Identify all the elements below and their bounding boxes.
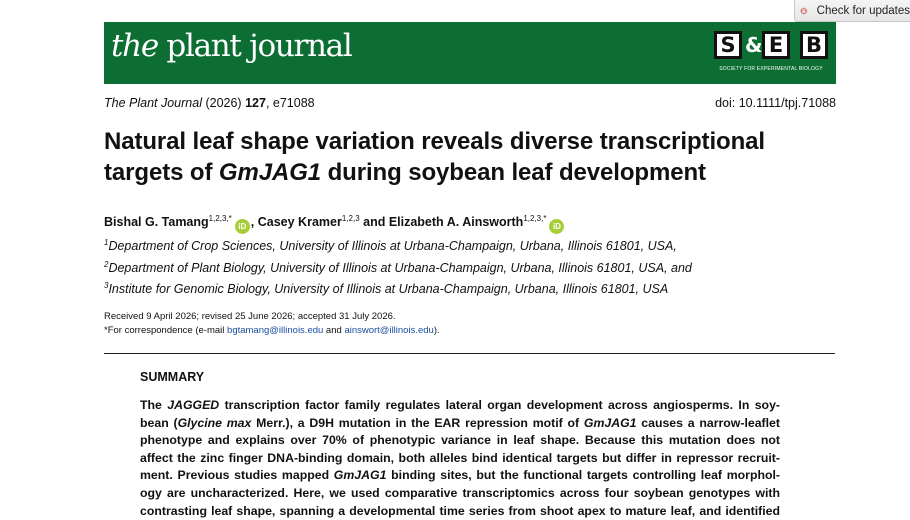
summary-run-italic: JAGGED bbox=[167, 398, 220, 412]
correspondence bbox=[104, 324, 440, 338]
section-divider bbox=[104, 353, 835, 354]
article-history bbox=[104, 310, 440, 338]
author-name[interactable]: Casey Kramer bbox=[257, 215, 342, 230]
summary-run: The bbox=[140, 398, 168, 412]
affiliation bbox=[104, 234, 692, 256]
summary-run-italic: Glycine max bbox=[177, 415, 252, 430]
author-affil-sup: 1,2,3,* bbox=[208, 214, 232, 223]
logo-plant-journal: plant journal bbox=[157, 28, 352, 64]
author-name[interactable]: Bishal G. Tamang bbox=[104, 215, 209, 230]
title-line-1: Natural leaf shape variation reveals diverse transcriptional bbox=[104, 128, 765, 155]
summary-line bbox=[140, 467, 780, 485]
logo-the: the bbox=[111, 28, 158, 64]
author-name[interactable]: Elizabeth A. Ainsworth bbox=[388, 215, 524, 230]
seb-subtitle: SOCIETY FOR EXPERIMENTAL BIOLOGY bbox=[719, 66, 823, 72]
summary-run: binding sites, but the functional targets controlling leaf morphol- bbox=[386, 468, 780, 483]
summary-run: Merr.), a D9H mutation in the EAR repression motif of bbox=[251, 415, 584, 430]
affiliation-number: 2 bbox=[104, 259, 109, 269]
correspondence-prefix: *For correspondence (e-mail bbox=[104, 325, 228, 336]
summary-line: phenotype and explains over 70% of phenotypic variance in leaf shape. Because this mutation does not bbox=[140, 433, 780, 448]
citation-year: (2026) bbox=[201, 96, 246, 110]
citation-line bbox=[104, 96, 315, 110]
summary-line bbox=[140, 415, 780, 433]
seb-letter-s: S bbox=[714, 31, 742, 59]
title-line-2-post: during soybean leaf development bbox=[321, 159, 706, 186]
summary-text bbox=[140, 397, 780, 520]
summary-line: ogy are uncharacterized. Here, we used comparative transcriptomics across four soybean genotypes with bbox=[140, 485, 780, 500]
title-gene: GmJAG1 bbox=[218, 159, 322, 186]
article-title bbox=[104, 126, 834, 188]
orcid-icon[interactable]: iD bbox=[235, 219, 250, 234]
affiliation-text: Institute for Genomic Biology, University of Illinois at Urbana-Champaign, Urbana, Illinois 61801, USA bbox=[108, 282, 669, 297]
author-affil-sup: 1,2,3,* bbox=[523, 214, 547, 223]
affiliation-number: 3 bbox=[104, 281, 109, 291]
seb-letter-b: B bbox=[800, 31, 828, 59]
summary-line: affect the zinc finger DNA-binding domain, both alleles bind identical targets but differ in repressor recruit- bbox=[140, 450, 780, 465]
author-separator: and bbox=[359, 215, 389, 230]
received-dates: Received 9 April 2026; revised 25 June 2026; accepted 31 July 2026. bbox=[104, 311, 396, 322]
summary-line: contrasting leaf shape, spanning a developmental time series from shoot apex to mature leaf, and identified bbox=[140, 503, 780, 518]
summary-run: bean ( bbox=[140, 415, 178, 430]
affiliation bbox=[104, 277, 692, 299]
summary-run-italic: GmJAG1 bbox=[583, 415, 637, 430]
author-list bbox=[104, 214, 565, 234]
title-line-2-pre: targets of bbox=[104, 159, 219, 186]
email-link[interactable]: bgtamang@illinois.edu bbox=[227, 325, 324, 336]
correspondence-suffix: ). bbox=[433, 325, 440, 336]
title-line-2 bbox=[104, 157, 834, 188]
correspondence-and: and bbox=[323, 325, 345, 336]
summary-line bbox=[140, 397, 780, 415]
summary-heading: SUMMARY bbox=[140, 370, 205, 384]
seb-logo[interactable] bbox=[714, 31, 828, 75]
affiliation-number: 1 bbox=[104, 238, 109, 247]
summary-run: causes a narrow-leaflet bbox=[636, 415, 780, 430]
summary-run: ment. Previous studies mapped bbox=[140, 468, 334, 483]
journal-name: The Plant Journal bbox=[104, 96, 202, 110]
author-affil-sup: 1,2,3 bbox=[341, 214, 360, 223]
affiliation bbox=[104, 256, 692, 278]
orcid-icon[interactable]: iD bbox=[549, 219, 564, 234]
check-updates-icon bbox=[800, 4, 808, 18]
journal-logo[interactable] bbox=[111, 28, 351, 64]
citation-volume: 127 bbox=[245, 96, 266, 110]
citation-article: , e71088 bbox=[265, 96, 315, 110]
author-separator: , bbox=[250, 215, 258, 230]
email-link[interactable]: ainswort@illinois.edu bbox=[344, 325, 434, 336]
summary-run-italic: GmJAG1 bbox=[333, 468, 387, 483]
summary-run: transcription factor family regulates lateral organ development across angiosperms. In soy- bbox=[219, 398, 781, 412]
seb-letter-e: E bbox=[762, 31, 790, 59]
affiliation-text: Department of Crop Sciences, University of Illinois at Urbana-Champaign, Urbana, Illinois 61801, USA, bbox=[108, 239, 677, 254]
check-for-updates-label: Check for updates bbox=[816, 4, 910, 17]
doi-text[interactable]: doi: 10.1111/tpj.71088 bbox=[715, 96, 836, 110]
affiliations bbox=[104, 234, 692, 299]
journal-banner bbox=[104, 22, 836, 84]
affiliation-text: Department of Plant Biology, University of Illinois at Urbana-Champaign, Urbana, Illinois 61801, USA, and bbox=[108, 260, 692, 275]
check-for-updates-button[interactable] bbox=[794, 0, 910, 22]
seb-ampersand: & bbox=[745, 33, 763, 57]
